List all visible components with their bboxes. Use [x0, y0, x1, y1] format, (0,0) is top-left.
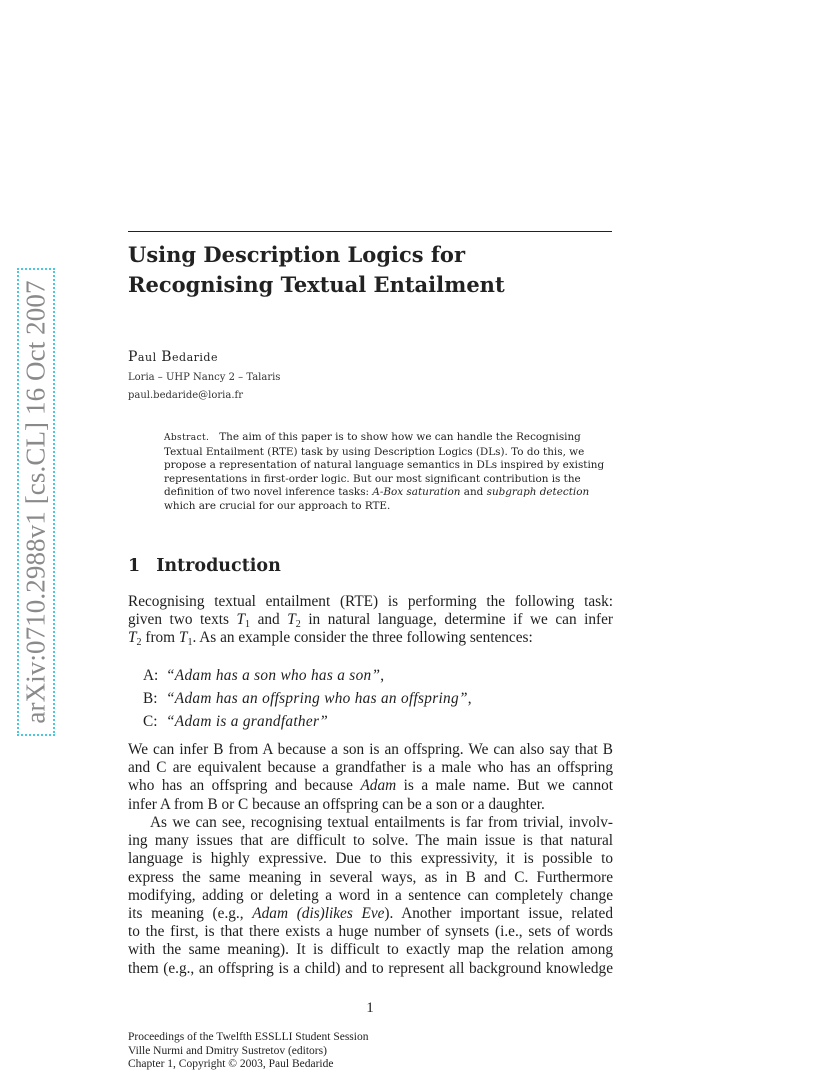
abstract-line: representations in first-order logic. But our most significant contribution is the	[164, 472, 581, 485]
abstract	[164, 431, 605, 514]
text-line: express the same meaning in several ways, as in B and C. Furthermore	[128, 868, 613, 886]
arxiv-identifier: arXiv:0710.2988v1 [cs.CL] 16 Oct 2007	[20, 280, 51, 724]
intro-paragraph-2	[128, 741, 613, 814]
abstract-line: which are crucial for our approach to RTE.	[164, 499, 391, 512]
text-line: As we can see, recognising textual entailments is far from trivial, involv-	[150, 814, 613, 831]
text-line: them (e.g., an offspring is a child) and to represent all background knowledge	[128, 959, 613, 977]
abstract-line: propose a representation of natural language semantics in DLs inspired by existing	[164, 459, 605, 472]
footer-line: Ville Nurmi and Dmitry Sustretov (editors)	[128, 1044, 327, 1057]
text-line: language is highly expressive. Due to this expressivity, it is possible to	[128, 850, 613, 868]
abstract-line: definition of two novel inference tasks: A-Box saturation and subgraph detection	[164, 486, 590, 499]
title-line-1: Using Description Logics for	[128, 242, 466, 267]
footer-line: Chapter 1, Copyright © 2003, Paul Bedaride	[128, 1058, 334, 1070]
page-number: 1	[366, 1000, 374, 1016]
text-line: modifying, adding or deleting a word in a sentence can completely change	[128, 886, 613, 904]
text-line: its meaning (e.g., Adam (dis)likes Eve). Another important issue, related	[128, 905, 613, 923]
abstract-line: Textual Entailment (RTE) task by using Description Logics (DLs). To do this, we	[164, 445, 585, 458]
abstract-line: Abstract. The aim of this paper is to show how we can handle the Recognising	[164, 431, 581, 443]
text-line: and C are equivalent because a grandfather is a male who has an offspring	[128, 759, 613, 777]
section-title: Introduction	[156, 556, 281, 576]
text-line: with the same meaning). It is difficult to exactly map the relation among	[128, 941, 613, 959]
text-line: given two texts $T_1$ and $T_2$ in natural language, determine if we can infer	[128, 611, 614, 631]
example-a: A: “Adam has a son who has a son”,	[143, 667, 385, 684]
section-heading	[128, 556, 281, 576]
footer-line: Proceedings of the Twelfth ESSLLI Student Session	[128, 1031, 369, 1043]
title-rule	[128, 231, 612, 232]
text-line: $T_2$ from $T_1$. As an example consider the three following sentences:	[128, 629, 533, 649]
author-name: Paul Bedaride	[128, 349, 218, 365]
text-line: who has an offspring and because Adam is a male name. But we cannot	[128, 777, 614, 795]
paper-title	[128, 240, 628, 300]
author-affiliation: Loria – UHP Nancy 2 – Talaris	[128, 372, 281, 383]
example-sentences	[143, 664, 472, 733]
arxiv-stamp	[17, 268, 55, 736]
text-line: We can infer B from A because a son is an offspring. We can also say that B	[128, 741, 613, 758]
section-number: 1	[128, 556, 141, 576]
author-email: paul.bedaride@loria.fr	[128, 390, 243, 401]
footer-notice	[128, 1031, 368, 1072]
abstract-label: Abstract.	[164, 433, 210, 443]
example-b: B: “Adam has an offspring who has an offspring”,	[143, 690, 472, 707]
text-line: Recognising textual entailment (RTE) is performing the following task:	[128, 593, 613, 610]
text-line: infer A from B or C because an offspring can be a son or a daughter.	[128, 795, 545, 813]
intro-paragraph-3	[128, 814, 613, 978]
text-line: ing many issues that are difficult to solve. The main issue is that natural	[128, 832, 613, 850]
example-c: C: “Adam is a grandfather”	[143, 713, 329, 730]
title-line-2: Recognising Textual Entailment	[128, 272, 505, 297]
text-line: to the first, is that there exists a huge number of synsets (i.e., sets of words	[128, 923, 613, 941]
intro-paragraph-1	[128, 593, 613, 648]
